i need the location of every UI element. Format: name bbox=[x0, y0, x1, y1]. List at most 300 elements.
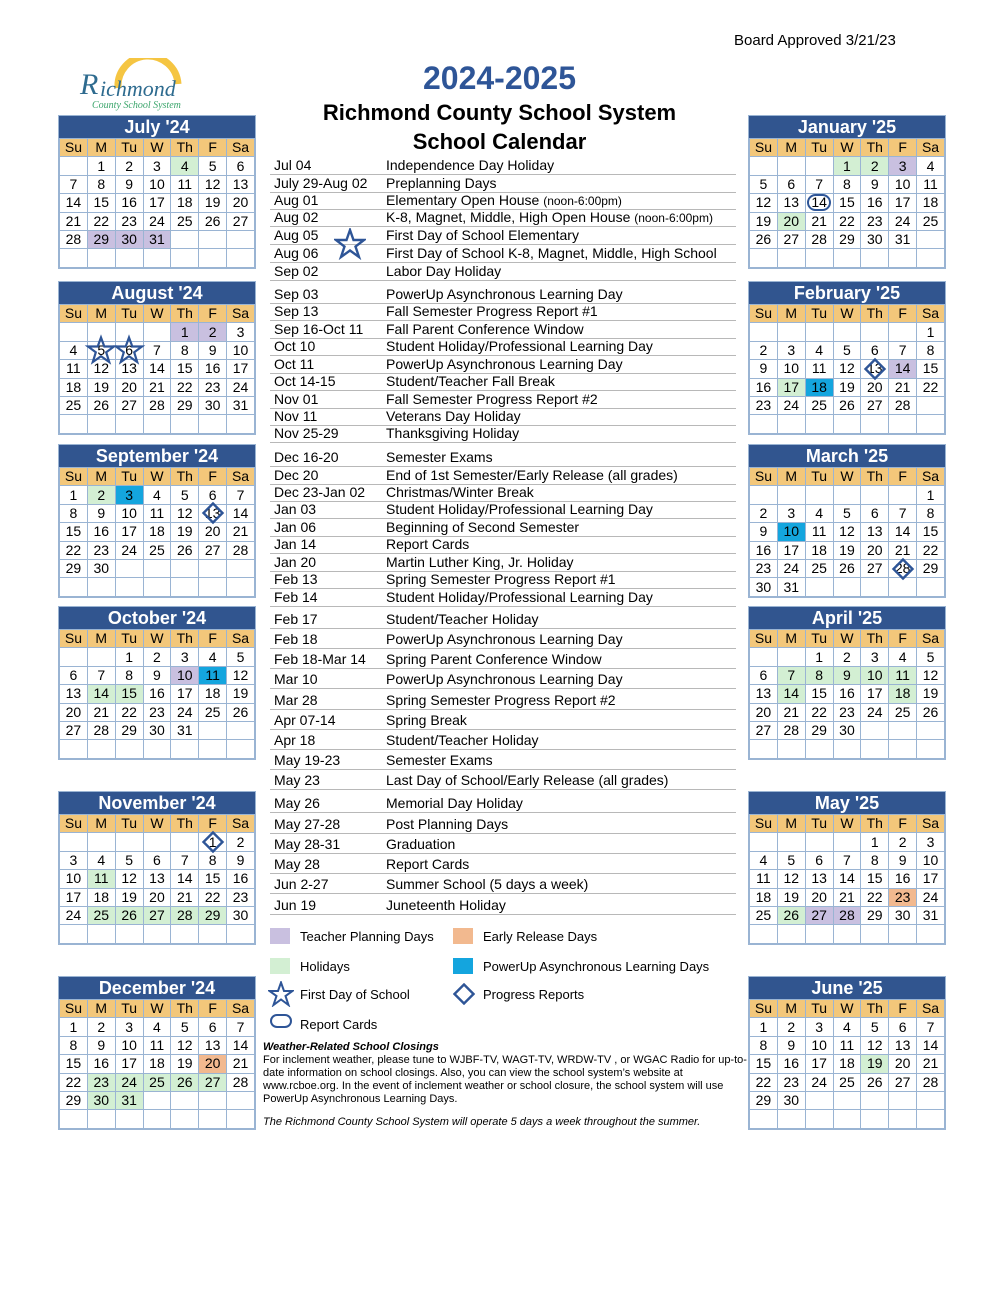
day-number: 25 bbox=[149, 1073, 165, 1090]
empty-cell bbox=[861, 249, 889, 267]
day-cell bbox=[861, 648, 889, 666]
day-number: 9 bbox=[759, 360, 768, 377]
day-cell bbox=[60, 396, 88, 414]
day-cell bbox=[199, 504, 227, 522]
weekday-header: M bbox=[87, 139, 115, 157]
event-row bbox=[270, 303, 736, 321]
event-row bbox=[270, 631, 736, 649]
event-row bbox=[270, 816, 736, 834]
day-number: 9 bbox=[153, 666, 161, 683]
day-cell bbox=[777, 212, 805, 230]
day-number: 15 bbox=[65, 1055, 82, 1072]
empty-cell bbox=[917, 721, 945, 739]
day-number: 24 bbox=[177, 703, 193, 720]
weekday-header: Tu bbox=[805, 630, 833, 648]
day-number: 4 bbox=[153, 486, 161, 503]
day-cell bbox=[833, 378, 861, 396]
empty-cell bbox=[917, 1091, 945, 1109]
event-row bbox=[270, 897, 736, 915]
day-cell bbox=[777, 1073, 805, 1091]
day-cell bbox=[227, 703, 255, 721]
day-cell bbox=[143, 541, 171, 559]
day-cell bbox=[87, 175, 115, 193]
day-cell bbox=[87, 486, 115, 504]
day-cell bbox=[917, 870, 945, 888]
day-cell bbox=[750, 194, 778, 212]
day-cell bbox=[227, 666, 255, 684]
weekday-header: Tu bbox=[115, 815, 143, 833]
day-number: 15 bbox=[65, 523, 82, 540]
day-cell bbox=[889, 175, 917, 193]
day-cell bbox=[777, 1091, 805, 1109]
day-cell bbox=[777, 1036, 805, 1054]
day-cell bbox=[750, 906, 778, 924]
empty-cell bbox=[60, 415, 88, 433]
empty-cell bbox=[171, 740, 199, 758]
event-date: Apr 07-14 bbox=[274, 712, 336, 728]
day-number: 22 bbox=[811, 703, 827, 720]
day-cell bbox=[777, 578, 805, 596]
day-number: 10 bbox=[867, 666, 883, 683]
weekday-header: Th bbox=[171, 139, 199, 157]
day-number: 20 bbox=[149, 888, 165, 905]
day-cell bbox=[750, 851, 778, 869]
day-cell bbox=[889, 504, 917, 522]
empty-cell bbox=[87, 925, 115, 943]
event-description bbox=[386, 836, 455, 852]
day-cell bbox=[171, 685, 199, 703]
day-cell bbox=[171, 523, 199, 541]
event-description bbox=[386, 501, 653, 517]
day-cell bbox=[115, 1091, 143, 1109]
day-number: 2 bbox=[97, 486, 106, 503]
day-cell bbox=[171, 1036, 199, 1054]
event-row bbox=[270, 795, 736, 813]
day-number: 18 bbox=[811, 378, 827, 395]
weekday-header: M bbox=[87, 630, 115, 648]
day-cell bbox=[805, 648, 833, 666]
empty-cell bbox=[889, 486, 917, 504]
day-cell bbox=[917, 212, 945, 230]
day-cell bbox=[115, 1018, 143, 1036]
day-number: 11 bbox=[756, 870, 771, 887]
empty-cell bbox=[199, 740, 227, 758]
day-cell bbox=[115, 230, 143, 248]
day-number: 23 bbox=[867, 212, 883, 229]
event-date: Jan 03 bbox=[274, 501, 317, 517]
day-number: 13 bbox=[149, 870, 165, 887]
weekday-header: W bbox=[143, 1000, 171, 1018]
day-number: 5 bbox=[180, 1018, 189, 1035]
weekday-header: Sa bbox=[917, 1000, 945, 1018]
event-description bbox=[386, 712, 467, 728]
day-cell bbox=[917, 157, 945, 175]
day-cell bbox=[115, 523, 143, 541]
event-text: Spring Semester Progress Report #2 bbox=[386, 692, 616, 708]
day-cell bbox=[889, 1018, 917, 1036]
day-number: 5 bbox=[870, 1018, 879, 1035]
event-text: Post Planning Days bbox=[386, 816, 509, 832]
event-date: Feb 18 bbox=[274, 631, 318, 647]
weekday-header: Tu bbox=[805, 815, 833, 833]
day-cell bbox=[889, 523, 917, 541]
event-date: Oct 11 bbox=[274, 356, 315, 372]
day-cell bbox=[60, 486, 88, 504]
empty-cell bbox=[833, 249, 861, 267]
day-number: 27 bbox=[204, 541, 221, 558]
day-number: 29 bbox=[839, 231, 855, 248]
day-number: 22 bbox=[93, 212, 110, 229]
svg-text:ichmond: ichmond bbox=[100, 76, 176, 101]
empty-cell bbox=[833, 415, 861, 433]
event-description bbox=[386, 856, 469, 872]
day-number: 19 bbox=[922, 685, 939, 702]
event-description bbox=[386, 338, 653, 354]
day-number: 29 bbox=[755, 1092, 772, 1109]
day-cell bbox=[227, 851, 255, 869]
day-cell bbox=[143, 666, 171, 684]
day-cell bbox=[861, 906, 889, 924]
day-number: 3 bbox=[815, 1018, 823, 1035]
event-date: May 28-31 bbox=[274, 836, 341, 852]
empty-cell bbox=[917, 396, 945, 414]
event-date: Jun 2-27 bbox=[274, 876, 329, 892]
day-number: 30 bbox=[894, 907, 911, 924]
empty-cell bbox=[777, 925, 805, 943]
day-cell bbox=[60, 1091, 88, 1109]
day-cell bbox=[750, 870, 778, 888]
day-number: 3 bbox=[180, 648, 189, 665]
day-cell bbox=[917, 175, 945, 193]
legend-label: Teacher Planning Days bbox=[300, 929, 434, 944]
first-day-star-icon bbox=[334, 228, 366, 260]
day-number: 14 bbox=[783, 685, 800, 702]
day-cell bbox=[115, 541, 143, 559]
day-cell bbox=[143, 157, 171, 175]
day-cell bbox=[171, 870, 199, 888]
day-cell bbox=[805, 888, 833, 906]
day-cell bbox=[750, 1018, 778, 1036]
weekday-header: Sa bbox=[917, 630, 945, 648]
day-number: 15 bbox=[811, 685, 827, 702]
weekday-header: W bbox=[143, 305, 171, 323]
event-note: (noon-6:00pm) bbox=[543, 194, 622, 208]
weekday-header: Tu bbox=[115, 468, 143, 486]
day-number: 22 bbox=[922, 541, 939, 558]
day-cell bbox=[143, 1073, 171, 1091]
day-cell bbox=[861, 157, 889, 175]
weekday-header: Sa bbox=[917, 305, 945, 323]
day-number: 2 bbox=[153, 648, 161, 665]
day-cell bbox=[750, 1073, 778, 1091]
empty-cell bbox=[777, 157, 805, 175]
day-number: 21 bbox=[894, 378, 911, 395]
day-number: 22 bbox=[177, 378, 193, 395]
day-number: 8 bbox=[870, 851, 879, 868]
day-cell bbox=[87, 523, 115, 541]
day-cell bbox=[889, 194, 917, 212]
empty-cell bbox=[861, 721, 889, 739]
day-number: 6 bbox=[153, 851, 161, 868]
event-description bbox=[386, 321, 584, 337]
weekday-header: M bbox=[777, 1000, 805, 1018]
day-number: 9 bbox=[97, 1036, 106, 1053]
day-cell bbox=[805, 1036, 833, 1054]
day-cell bbox=[171, 1018, 199, 1036]
empty-cell bbox=[87, 833, 115, 851]
empty-cell bbox=[750, 925, 778, 943]
event-date: Nov 01 bbox=[274, 391, 319, 407]
day-number: 19 bbox=[783, 888, 800, 905]
day-number: 24 bbox=[783, 397, 800, 414]
empty-cell bbox=[889, 249, 917, 267]
day-number: 3 bbox=[898, 157, 907, 174]
day-number: 24 bbox=[121, 541, 137, 558]
day-number: 23 bbox=[93, 1073, 110, 1090]
day-cell bbox=[87, 194, 115, 212]
month-title: August '24 bbox=[59, 282, 255, 304]
day-cell bbox=[777, 1018, 805, 1036]
day-cell bbox=[60, 870, 88, 888]
day-cell bbox=[805, 341, 833, 359]
day-cell bbox=[750, 578, 778, 596]
empty-cell bbox=[227, 249, 255, 267]
day-cell bbox=[889, 906, 917, 924]
day-cell bbox=[777, 194, 805, 212]
day-cell bbox=[227, 648, 255, 666]
day-number: 25 bbox=[204, 703, 221, 720]
day-number: 12 bbox=[922, 666, 939, 683]
event-row bbox=[270, 519, 736, 537]
day-number: 25 bbox=[811, 560, 827, 577]
day-number: 3 bbox=[787, 504, 796, 521]
early-release-swatch bbox=[453, 928, 473, 944]
empty-cell bbox=[115, 833, 143, 851]
day-number: 8 bbox=[125, 666, 133, 683]
month-1 bbox=[58, 281, 256, 435]
school-year: 2024-2025 bbox=[422, 60, 577, 96]
empty-cell bbox=[777, 740, 805, 758]
day-number: 13 bbox=[65, 685, 82, 702]
empty-cell bbox=[171, 925, 199, 943]
day-number: 2 bbox=[759, 341, 768, 358]
day-number: 8 bbox=[926, 341, 935, 358]
day-number: 16 bbox=[93, 1055, 110, 1072]
day-cell bbox=[87, 1036, 115, 1054]
empty-cell bbox=[889, 721, 917, 739]
day-cell bbox=[917, 486, 945, 504]
event-text: PowerUp Asynchronous Learning Day bbox=[386, 356, 623, 372]
day-cell bbox=[777, 523, 805, 541]
empty-cell bbox=[805, 1091, 833, 1109]
day-number: 17 bbox=[121, 523, 137, 540]
day-number: 21 bbox=[811, 212, 827, 229]
day-number: 8 bbox=[208, 851, 217, 868]
empty-cell bbox=[889, 925, 917, 943]
day-number: 2 bbox=[787, 1018, 796, 1035]
empty-cell bbox=[861, 740, 889, 758]
day-cell bbox=[861, 1055, 889, 1073]
day-number: 11 bbox=[923, 175, 938, 192]
day-cell bbox=[199, 666, 227, 684]
legend-label: Report Cards bbox=[300, 1017, 378, 1032]
empty-cell bbox=[87, 578, 115, 596]
day-number: 7 bbox=[236, 486, 245, 503]
day-cell bbox=[87, 341, 115, 359]
day-cell bbox=[227, 396, 255, 414]
day-number: 6 bbox=[208, 486, 217, 503]
day-number: 20 bbox=[867, 541, 883, 558]
day-cell bbox=[861, 666, 889, 684]
weekday-header: F bbox=[889, 1000, 917, 1018]
day-cell bbox=[777, 541, 805, 559]
empty-cell bbox=[861, 1110, 889, 1128]
day-cell bbox=[60, 504, 88, 522]
weekday-header: Su bbox=[60, 468, 88, 486]
day-cell bbox=[227, 888, 255, 906]
event-text: Elementary Open House bbox=[386, 192, 544, 208]
day-number: 8 bbox=[759, 1036, 768, 1053]
weekday-header: Sa bbox=[917, 815, 945, 833]
day-number: 21 bbox=[839, 888, 855, 905]
day-cell bbox=[227, 323, 255, 341]
day-cell bbox=[805, 851, 833, 869]
day-cell bbox=[171, 906, 199, 924]
day-number: 12 bbox=[177, 504, 193, 521]
day-cell bbox=[60, 378, 88, 396]
day-cell bbox=[861, 1036, 889, 1054]
day-number: 21 bbox=[149, 378, 165, 395]
day-number: 8 bbox=[843, 175, 851, 192]
day-number: 27 bbox=[755, 722, 772, 739]
day-number: 20 bbox=[232, 194, 249, 211]
month-4 bbox=[58, 791, 256, 945]
day-cell bbox=[60, 212, 88, 230]
day-number: 5 bbox=[759, 175, 768, 192]
day-cell bbox=[87, 157, 115, 175]
day-cell bbox=[833, 396, 861, 414]
day-cell bbox=[777, 685, 805, 703]
day-number: 26 bbox=[922, 703, 939, 720]
day-number: 17 bbox=[783, 541, 800, 558]
month-title: October '24 bbox=[59, 607, 255, 629]
day-number: 23 bbox=[93, 541, 110, 558]
month-title: September '24 bbox=[59, 445, 255, 467]
day-number: 12 bbox=[121, 870, 137, 887]
day-number: 10 bbox=[922, 851, 939, 868]
day-number: 6 bbox=[236, 157, 245, 174]
event-row bbox=[270, 554, 736, 572]
empty-cell bbox=[115, 559, 143, 577]
day-cell bbox=[917, 906, 945, 924]
day-number: 9 bbox=[843, 666, 851, 683]
day-number: 26 bbox=[204, 212, 221, 229]
empty-cell bbox=[833, 925, 861, 943]
empty-cell bbox=[60, 833, 88, 851]
event-date: Aug 01 bbox=[274, 192, 319, 208]
day-number: 26 bbox=[755, 231, 772, 248]
empty-cell bbox=[777, 833, 805, 851]
day-number: 12 bbox=[867, 1036, 883, 1053]
day-number: 24 bbox=[922, 888, 939, 905]
weekday-header: Th bbox=[861, 630, 889, 648]
day-cell bbox=[750, 1055, 778, 1073]
day-cell bbox=[227, 360, 255, 378]
day-number: 2 bbox=[870, 157, 879, 174]
day-number: 9 bbox=[208, 341, 217, 358]
event-description bbox=[386, 752, 493, 768]
weekday-header: M bbox=[777, 305, 805, 323]
day-cell bbox=[805, 396, 833, 414]
day-number: 11 bbox=[895, 666, 910, 683]
day-cell bbox=[805, 1073, 833, 1091]
day-cell bbox=[750, 666, 778, 684]
event-date: Jun 19 bbox=[274, 897, 317, 913]
day-number: 26 bbox=[232, 703, 249, 720]
day-number: 4 bbox=[180, 157, 189, 174]
day-cell bbox=[917, 1055, 945, 1073]
day-cell bbox=[199, 888, 227, 906]
day-cell bbox=[777, 175, 805, 193]
day-cell bbox=[777, 504, 805, 522]
event-row bbox=[270, 671, 736, 689]
day-number: 6 bbox=[759, 666, 768, 683]
day-number: 9 bbox=[759, 523, 768, 540]
empty-cell bbox=[199, 415, 227, 433]
empty-cell bbox=[805, 486, 833, 504]
day-number: 27 bbox=[811, 907, 827, 924]
day-cell bbox=[171, 504, 199, 522]
event-description bbox=[386, 157, 554, 173]
empty-cell bbox=[889, 1091, 917, 1109]
empty-cell bbox=[805, 740, 833, 758]
day-number: 17 bbox=[65, 888, 82, 905]
empty-cell bbox=[227, 559, 255, 577]
empty-cell bbox=[143, 1091, 171, 1109]
day-cell bbox=[833, 504, 861, 522]
day-number: 12 bbox=[839, 523, 855, 540]
day-number: 21 bbox=[232, 1055, 249, 1072]
day-cell bbox=[199, 685, 227, 703]
weekday-header: F bbox=[889, 305, 917, 323]
event-date: Aug 06 bbox=[274, 245, 319, 261]
event-text: PowerUp Asynchronous Learning Day bbox=[386, 286, 623, 302]
month-title: January '25 bbox=[749, 116, 945, 138]
day-number: 20 bbox=[204, 1055, 221, 1072]
empty-cell bbox=[750, 157, 778, 175]
event-row bbox=[270, 157, 736, 175]
day-number: 22 bbox=[65, 1073, 82, 1090]
month-title: December '24 bbox=[59, 977, 255, 999]
weather-heading: Weather-Related School Closings bbox=[263, 1041, 439, 1053]
weekday-header: F bbox=[889, 815, 917, 833]
day-cell bbox=[833, 703, 861, 721]
day-cell bbox=[777, 396, 805, 414]
day-number: 14 bbox=[894, 523, 911, 540]
day-cell bbox=[199, 906, 227, 924]
day-cell bbox=[171, 323, 199, 341]
event-description bbox=[386, 611, 539, 627]
event-date: Feb 17 bbox=[274, 611, 318, 627]
day-cell bbox=[861, 194, 889, 212]
day-number: 23 bbox=[755, 560, 772, 577]
day-cell bbox=[861, 396, 889, 414]
event-text: Spring Semester Progress Report #1 bbox=[386, 571, 616, 587]
day-cell bbox=[861, 685, 889, 703]
day-cell bbox=[143, 888, 171, 906]
day-number: 17 bbox=[121, 1055, 137, 1072]
empty-cell bbox=[805, 833, 833, 851]
